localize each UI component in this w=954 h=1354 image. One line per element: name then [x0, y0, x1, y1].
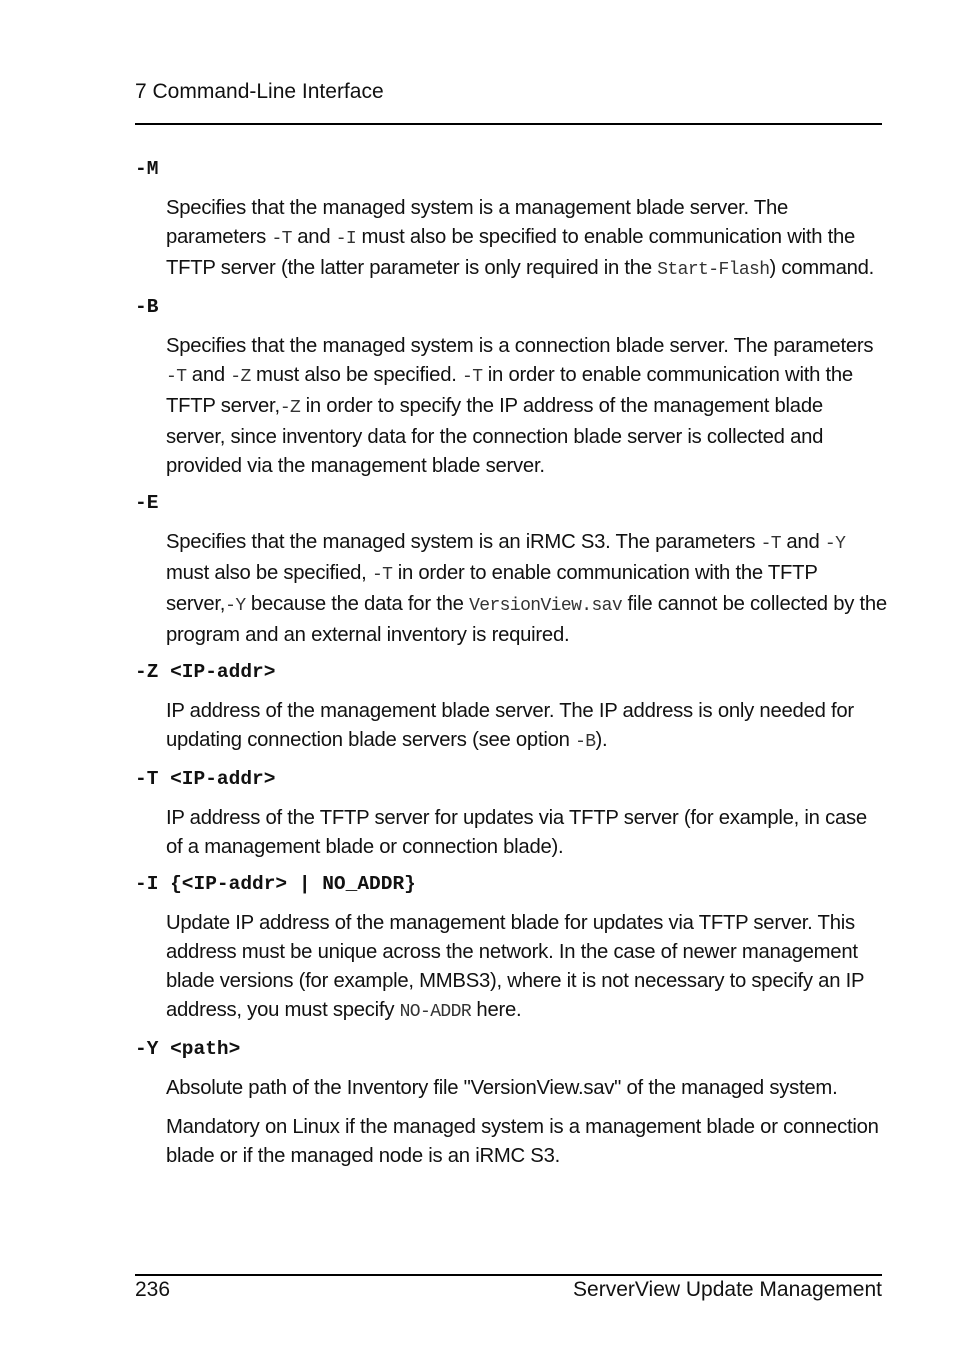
- description-text: ).: [595, 729, 608, 751]
- option-term: -B: [135, 296, 159, 318]
- option-description: [166, 697, 887, 757]
- description-text: and: [291, 226, 336, 248]
- inline-code: -T: [371, 565, 393, 585]
- description-text: file cannot be collected by the program and an external inventory is required.: [166, 593, 887, 646]
- inline-code: -T: [760, 534, 782, 554]
- description-text: Mandatory on Linux if the managed system is a management blade or connection blade or if the managed node is an iRMC S3.: [166, 1116, 879, 1167]
- option-term: -I {<IP-addr> | NO_ADDR}: [135, 873, 416, 895]
- option-list: [135, 157, 887, 1181]
- inline-code: -Z: [279, 398, 301, 418]
- option-term: -E: [135, 492, 159, 514]
- option-term: -T <IP-addr>: [135, 768, 276, 790]
- description-text: Absolute path of the Inventory file "VersionView.sav" of the managed system.: [166, 1077, 838, 1099]
- inline-code: -Z: [230, 367, 251, 387]
- inline-code: -T: [271, 229, 292, 249]
- option-description: [166, 1113, 887, 1171]
- running-header: 7 Command-Line Interface: [135, 80, 384, 103]
- option-term: -M: [135, 158, 159, 180]
- option-term: -Z <IP-addr>: [135, 661, 276, 683]
- description-text: ) command.: [769, 257, 875, 279]
- description-text: here.: [471, 999, 522, 1021]
- header-rule: [135, 123, 882, 125]
- option-description: [166, 909, 887, 1027]
- description-text: and: [186, 364, 231, 386]
- footer-doc-title: ServerView Update Management: [573, 1278, 882, 1301]
- inline-code: -B: [575, 732, 596, 752]
- inline-code: NO-ADDR: [399, 1002, 472, 1022]
- option-description: [166, 804, 887, 862]
- page-number: 236: [135, 1278, 171, 1301]
- inline-code: VersionView.sav: [469, 596, 623, 616]
- description-text: IP address of the management blade server. The IP address is only needed for updating connection blade servers (see option: [166, 700, 854, 751]
- description-text: and: [781, 531, 825, 553]
- description-text: Update IP address of the management blade for updates via TFTP server. This address must be unique across the network. In the case of newer management blade versions (for example, MMBS3), where it is not necessary to specify an IP address, you must specify: [166, 912, 864, 1021]
- inline-code: -Y: [225, 596, 246, 616]
- description-text: because the data for the: [245, 593, 470, 615]
- description-text: Specifies that the managed system is a connection blade server. The parameters: [166, 335, 874, 357]
- inline-code: -Y: [824, 534, 846, 554]
- description-text: in order to enable communication with the TFTP server,: [166, 562, 818, 615]
- description-text: must also be specified.: [250, 364, 462, 386]
- option-term: -Y <path>: [135, 1038, 241, 1060]
- description-text: in order to enable communication with the TFTP server,: [166, 364, 853, 417]
- inline-code: -T: [166, 367, 187, 387]
- inline-code: -T: [462, 367, 483, 387]
- option-description: [166, 194, 887, 285]
- description-text: must also be specified,: [166, 562, 372, 584]
- description-text: Specifies that the managed system is a management blade server. The parameters: [166, 197, 789, 248]
- description-text: in order to specify the IP address of the management blade server, since inventory data for the connection blade server is collected and provided via the management blade server.: [166, 395, 824, 477]
- option-description: [166, 332, 887, 481]
- inline-code: Start-Flash: [657, 260, 770, 280]
- description-text: must also be specified to enable communication with the TFTP server (the latter parameter is only required in the: [166, 226, 856, 279]
- option-description: [166, 1074, 887, 1103]
- description-text: IP address of the TFTP server for updates via TFTP server (for example, in case of a management blade or connection blade).: [166, 807, 867, 858]
- description-text: Specifies that the managed system is an iRMC S3. The parameters: [166, 531, 761, 553]
- option-description: [166, 528, 887, 650]
- inline-code: -I: [335, 229, 357, 249]
- footer-rule: [135, 1274, 882, 1276]
